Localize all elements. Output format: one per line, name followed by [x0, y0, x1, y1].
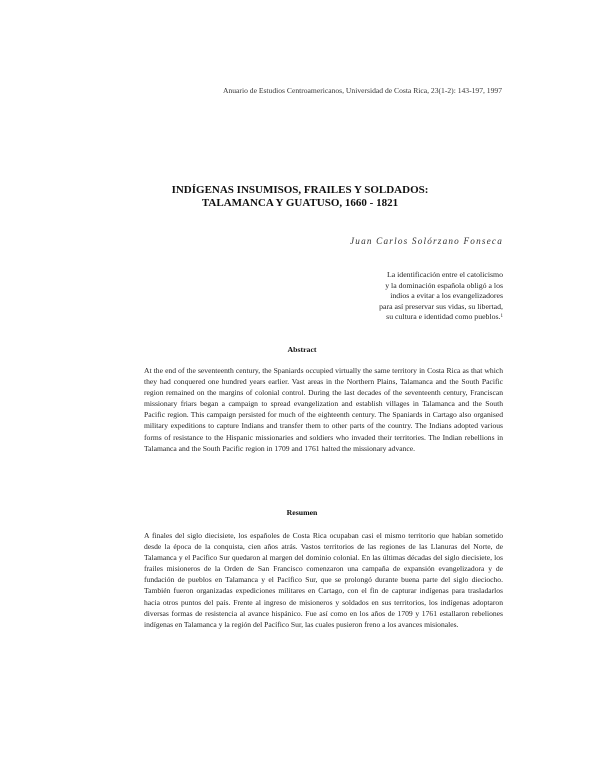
author-name: Juan Carlos Solórzano Fonseca [350, 236, 503, 246]
paper-title [150, 184, 450, 210]
title-line-2: TALAMANCA Y GUATUSO, 1660 - 1821 [201, 197, 399, 209]
epigraph-line: La identificación entre el catolicismo [386, 270, 503, 279]
epigraph [300, 270, 503, 323]
resumen-text: A finales del siglo diecisiete, los españoles de Costa Rica ocupaban casi el mismo territorio que habían sometido desde la época de la conquista, cien años atrás. Vastos territorios de las regiones de las Llanuras del Norte, de Talamanca y el Pacífico Sur quedaron al margen del dominio colonial. En las últimas décadas del siglo diecisiete, los frailes misioneros de la Orden de San Francisco comenzaron una campaña de expansión evangelizadora y de fundación de pueblos en Talamanca y el Pacífico Sur, que se prolongó durante buena parte del siglo dieciocho. También fueron organizadas expediciones militares en Cartago, con el fin de capturar indígenas para trasladarlos hacia otros puntos del país. Frente al ingreso de misioneros y soldados en sus territorios, los indígenas adoptaron diversas formas de resistencia al avance hispánico. Fue así como en los años de 1709 y 1761 estallaron rebeliones indígenas en Talamanca y la región del Pacífico Sur, las cuales pusieron freno a los avances misionales. [144, 531, 503, 629]
resumen-heading: Resumen [286, 508, 318, 517]
abstract-text: At the end of the seventeenth century, the Spaniards occupied virtually the same territory in Costa Rica as that which they had conquered one hundred years earlier. Vast areas in the Northern Plains, Talamanca and the South Pacific region remained on the margins of colonial control. During the last decades of the seventeenth century, Franciscan missionary friars began a campaign to spread evangelization and establish villages in Talamanca and the South Pacific region. This campaign persisted for much of the eighteenth century. The Spaniards in Cartago also organised military expeditions to capture Indians and transfer them to other parts of the country. The Indians adopted various forms of resistance to the Hispanic missionaries and soldiers who invaded their territories. The Indian rebellions in Talamanca and the South Pacific region in 1709 and 1761 halted the missionary advance. [144, 366, 503, 453]
epigraph-line: para así preservar sus vidas, su libertad, [379, 301, 503, 311]
epigraph-line: indios a evitar a los evangelizadores [390, 291, 503, 301]
epigraph-line-last [300, 312, 503, 323]
title-line-1: INDÍGENAS INSUMISOS, FRAILES Y SOLDADOS: [171, 184, 429, 196]
epigraph-line: y la dominación española obligó a los [385, 280, 503, 290]
abstract-heading: Abstract [287, 345, 317, 354]
footnote-ref: 1 [500, 314, 503, 320]
epigraph-line: su cultura e identidad como pueblos. [386, 312, 501, 322]
journal-citation: Anuario de Estudios Centroamericanos, Universidad de Costa Rica, 23(1-2): 143-197, 1997 [222, 86, 502, 95]
